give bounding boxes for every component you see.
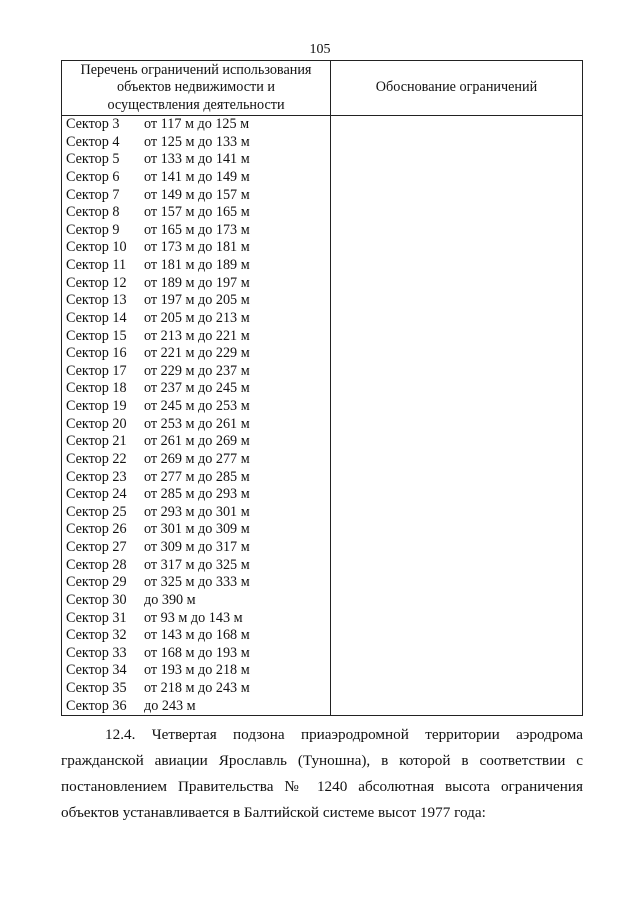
sector-row: [62, 257, 330, 275]
sector-row: [62, 187, 330, 205]
paragraph-12-4: [61, 722, 583, 826]
sector-row: [62, 292, 330, 310]
sector-row: [62, 627, 330, 645]
sector-name: Сектор 13: [66, 292, 127, 309]
sector-range: от 197 м до 205 м: [144, 292, 250, 309]
sector-row: [62, 539, 330, 557]
sector-row: [62, 398, 330, 416]
sector-row: [62, 698, 330, 716]
sector-row: [62, 222, 330, 240]
justification-cell: [331, 116, 583, 716]
sector-name: Сектор 16: [66, 345, 127, 362]
page-number: 105: [309, 42, 331, 57]
sector-range: от 253 м до 261 м: [144, 415, 250, 432]
sector-row: [62, 310, 330, 328]
sector-name: Сектор 5: [66, 151, 120, 168]
sector-range: от 269 м до 277 м: [144, 450, 250, 467]
sector-row: [62, 416, 330, 434]
table-row: [62, 116, 583, 716]
sector-name: Сектор 15: [66, 327, 127, 344]
sector-range: от 221 м до 229 м: [144, 345, 250, 362]
sector-name: Сектор 24: [66, 486, 127, 503]
sector-range: от 205 м до 213 м: [144, 309, 250, 326]
sector-row: [62, 239, 330, 257]
header-left-line: осуществления деятельности: [107, 96, 285, 113]
sector-row: [62, 169, 330, 187]
sector-name: Сектор 8: [66, 204, 120, 221]
sector-row: [62, 557, 330, 575]
sector-name: Сектор 19: [66, 398, 127, 414]
sector-row: [62, 645, 330, 663]
sector-range: от 133 м до 141 м: [144, 151, 250, 168]
sector-name: Сектор 3: [66, 116, 120, 132]
sector-range: от 181 м до 189 м: [144, 257, 250, 273]
sector-name: Сектор 12: [66, 274, 127, 291]
sector-range: от 141 м до 149 м: [144, 168, 250, 185]
sector-row: [62, 363, 330, 381]
header-restrictions-list: [62, 61, 331, 116]
sector-name: Сектор 26: [66, 521, 127, 538]
sector-name: Сектор 29: [66, 574, 127, 591]
sector-row: [62, 504, 330, 522]
sector-row: [62, 574, 330, 592]
sector-range: от 193 м до 218 м: [144, 662, 250, 679]
sector-row: [62, 592, 330, 610]
sector-range: от 301 м до 309 м: [144, 521, 250, 538]
sector-range: от 143 м до 168 м: [144, 627, 250, 644]
sector-row: [62, 345, 330, 363]
sector-name: Сектор 36: [66, 697, 127, 714]
restrictions-table: [61, 60, 583, 716]
header-justification: Обоснование ограничений: [331, 61, 583, 116]
sector-row: [62, 134, 330, 152]
sector-row: [62, 610, 330, 628]
paragraph-line: гражданской авиации Ярославль (Туношна), в которой в соответствии с: [61, 752, 583, 769]
sector-name: Сектор 30: [66, 591, 127, 608]
sector-name: Сектор 7: [66, 186, 120, 203]
sector-row: [62, 662, 330, 680]
sector-row: [62, 275, 330, 293]
sector-name: Сектор 34: [66, 662, 127, 679]
sector-name: Сектор 10: [66, 239, 127, 256]
header-left-line: Перечень ограничений использования: [80, 61, 312, 78]
sector-range: от 325 м до 333 м: [144, 574, 250, 591]
sector-range: от 157 м до 165 м: [144, 204, 250, 221]
sector-row: [62, 380, 330, 398]
sector-range: до 243 м: [144, 697, 196, 714]
sector-name: Сектор 14: [66, 309, 127, 326]
sector-row: [62, 433, 330, 451]
sector-row: [62, 151, 330, 169]
sector-range: от 237 м до 245 м: [144, 380, 250, 397]
table-header-row: [62, 61, 583, 116]
sector-range: от 285 м до 293 м: [144, 486, 250, 503]
sector-range: от 165 м до 173 м: [144, 221, 250, 238]
sector-name: Сектор 25: [66, 503, 127, 520]
sector-row: [62, 204, 330, 222]
sector-range: от 213 м до 221 м: [144, 327, 250, 344]
sector-name: Сектор 6: [66, 168, 120, 185]
sector-range: от 173 м до 181 м: [144, 239, 250, 256]
sector-list-cell: [62, 116, 331, 716]
paragraph-line: объектов устанавливается в Балтийской системе высот 1977 года:: [61, 804, 486, 821]
sector-name: Сектор 27: [66, 539, 127, 555]
sector-range: от 229 м до 237 м: [144, 362, 250, 379]
sector-name: Сектор 20: [66, 415, 127, 432]
header-left-line: объектов недвижимости и: [117, 79, 275, 96]
sector-range: от 293 м до 301 м: [144, 503, 250, 520]
sector-range: от 218 м до 243 м: [144, 680, 250, 696]
sector-name: Сектор 21: [66, 433, 127, 450]
sector-name: Сектор 23: [66, 468, 127, 485]
sector-row: [62, 469, 330, 487]
sector-name: Сектор 18: [66, 380, 127, 397]
sector-row: [62, 680, 330, 698]
sector-name: Сектор 31: [66, 609, 127, 626]
sector-row: [62, 486, 330, 504]
sector-range: от 277 м до 285 м: [144, 468, 250, 485]
sector-name: Сектор 17: [66, 362, 127, 379]
sector-name: Сектор 22: [66, 450, 127, 467]
sector-name: Сектор 33: [66, 644, 127, 661]
sector-name: Сектор 9: [66, 221, 120, 238]
sector-range: до 390 м: [144, 591, 196, 608]
sector-row: [62, 328, 330, 346]
sector-range: от 261 м до 269 м: [144, 433, 250, 450]
sector-name: Сектор 35: [66, 680, 127, 696]
paragraph-line: постановлением Правительства № 1240 абсолютная высота ограничения: [61, 778, 583, 795]
paragraph-line: 12.4. Четвертая подзона приаэродромной территории аэродрома: [105, 726, 583, 743]
sector-range: от 168 м до 193 м: [144, 644, 250, 661]
sector-range: от 317 м до 325 м: [144, 556, 250, 573]
sector-name: Сектор 4: [66, 133, 120, 150]
sector-name: Сектор 28: [66, 556, 127, 573]
sector-range: от 125 м до 133 м: [144, 133, 250, 150]
sector-range: от 245 м до 253 м: [144, 398, 250, 414]
sector-row: [62, 521, 330, 539]
sector-row: [62, 116, 330, 134]
sector-row: [62, 451, 330, 469]
sector-range: от 189 м до 197 м: [144, 274, 250, 291]
sector-range: от 309 м до 317 м: [144, 539, 250, 555]
sector-name: Сектор 11: [66, 257, 127, 273]
sector-range: от 117 м до 125 м: [144, 116, 250, 132]
sector-name: Сектор 32: [66, 627, 127, 644]
sector-range: от 149 м до 157 м: [144, 186, 250, 203]
sector-range: от 93 м до 143 м: [144, 609, 243, 626]
